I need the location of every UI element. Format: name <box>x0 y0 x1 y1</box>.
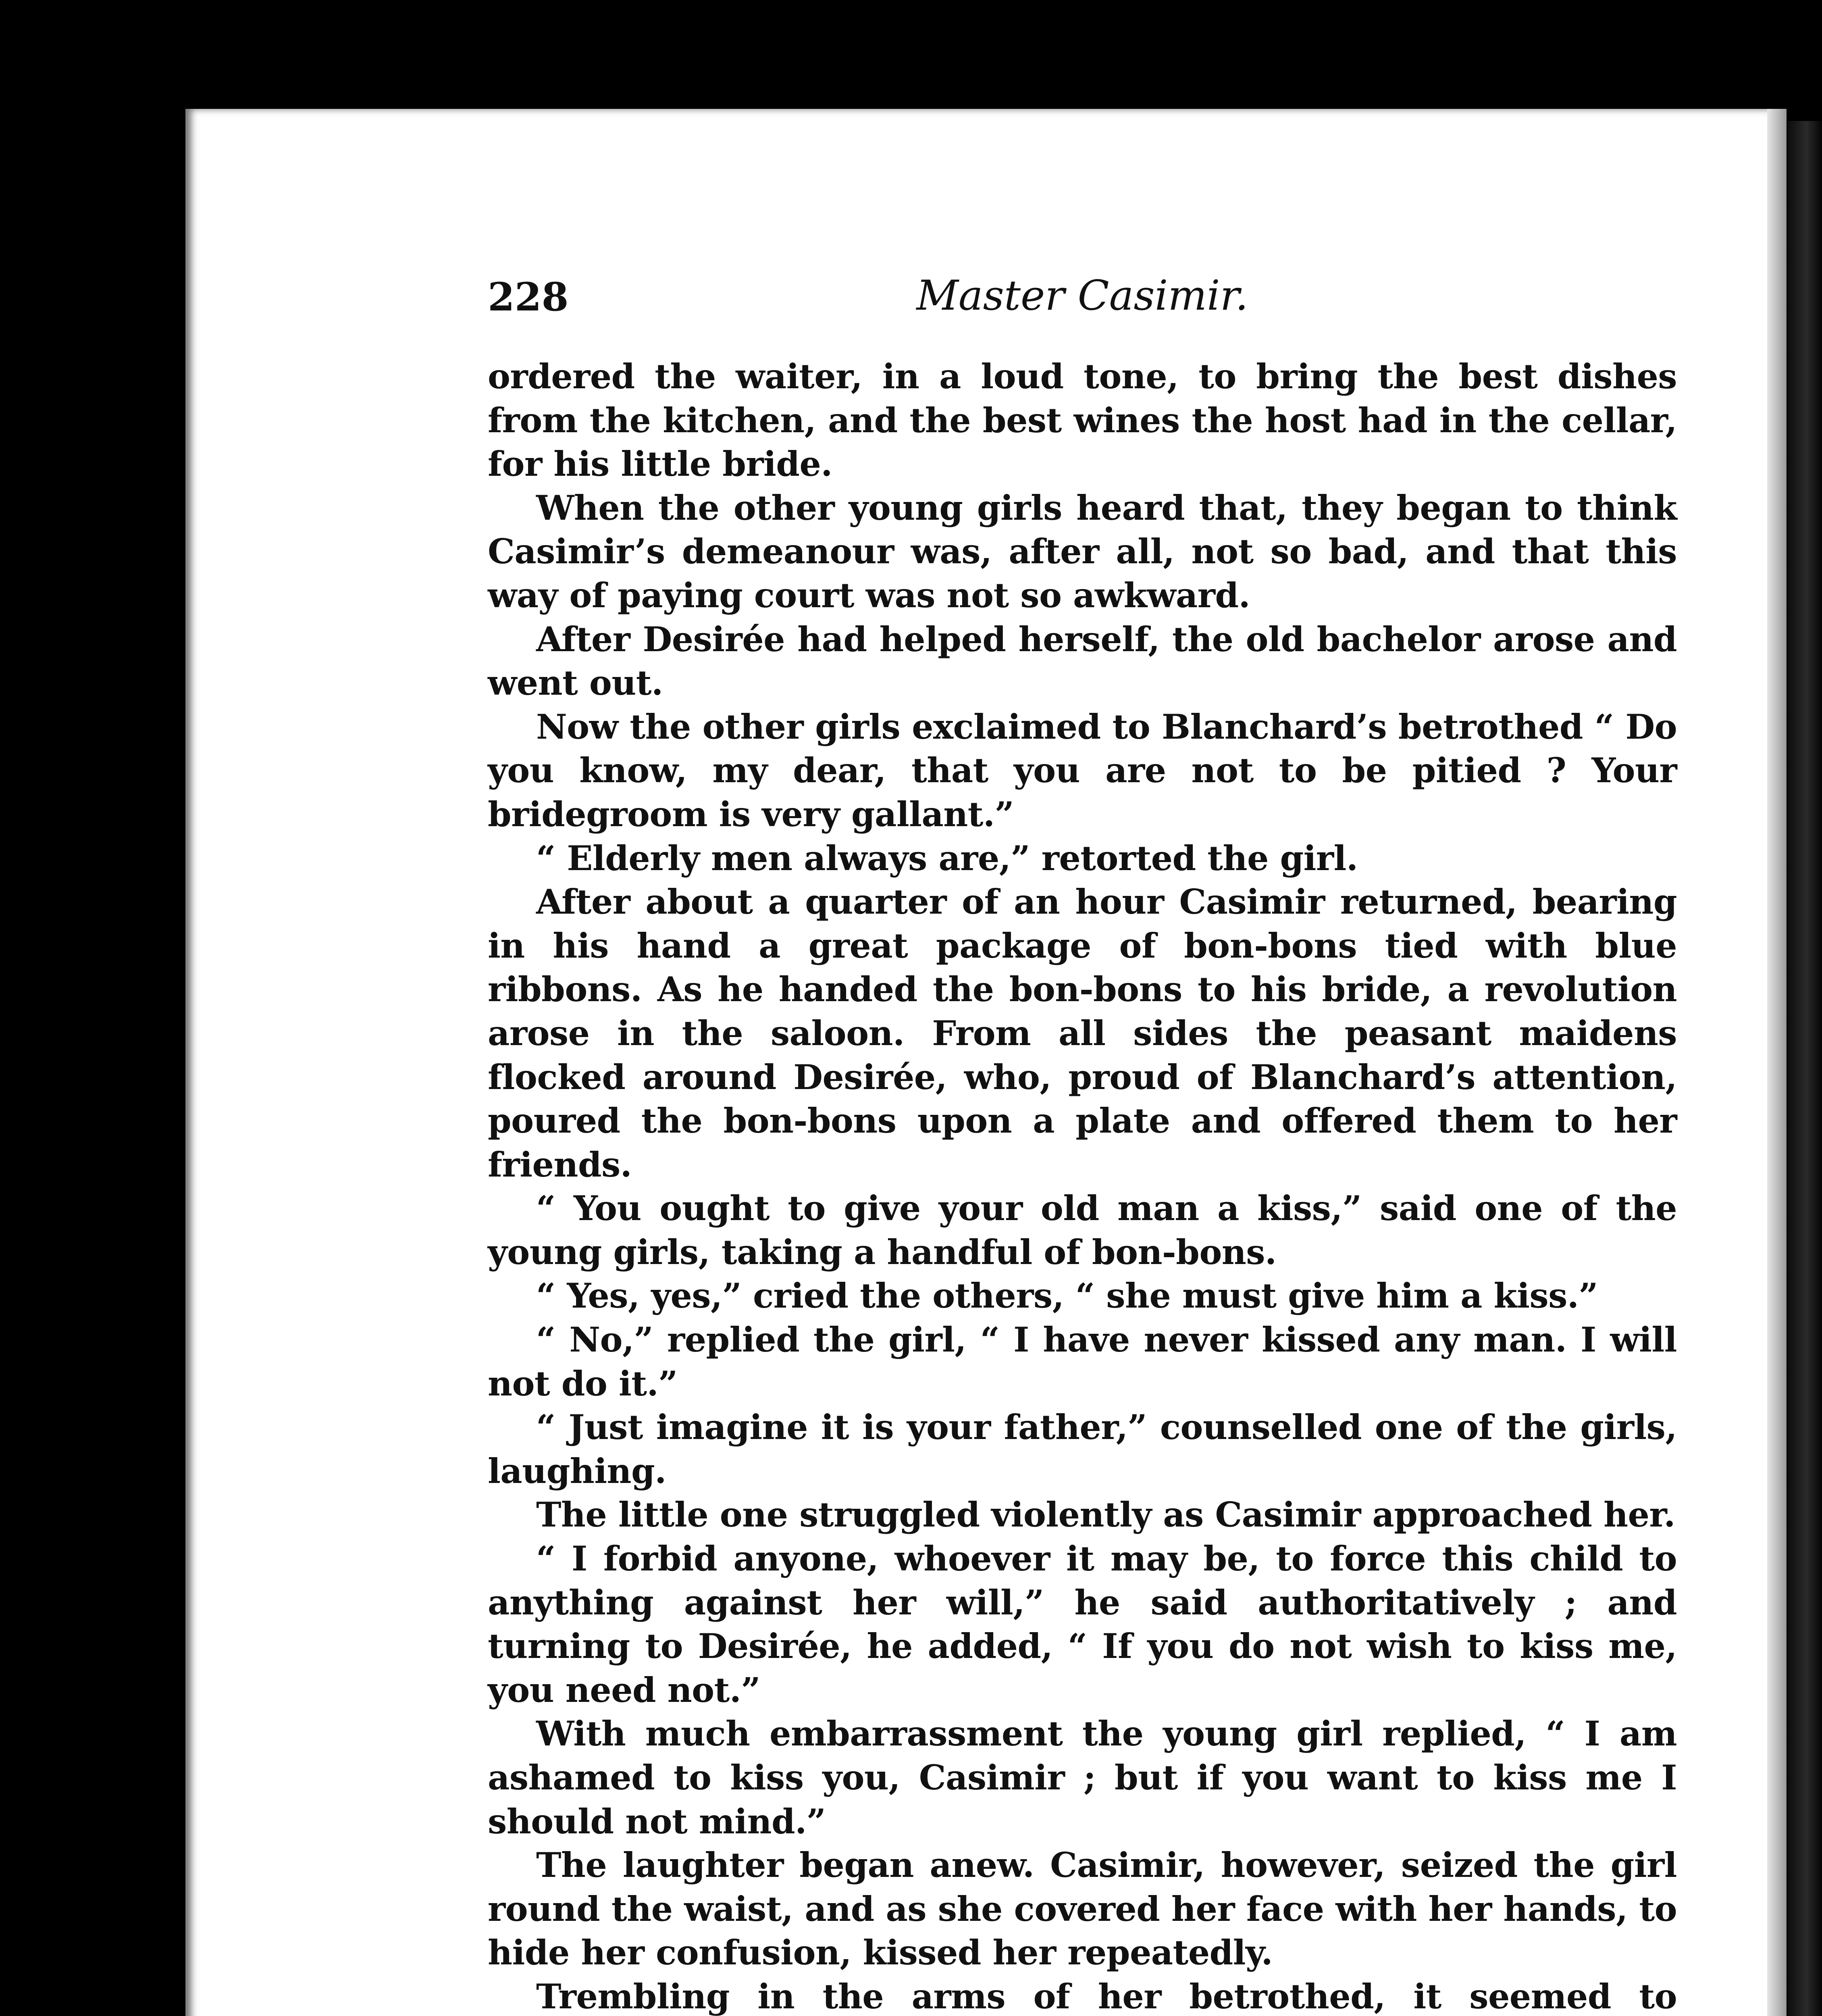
page-header <box>488 266 1677 323</box>
running-title: Master Casimir. <box>916 272 1248 320</box>
paragraph: The laughter began anew. Casimir, however, seized the girl round the waist, and as she covered her face with her hands, to hide her confusion, kissed her repeatedly. <box>488 1845 1677 1973</box>
paragraph: After about a quarter of an hour Casimir returned, bearing in his hand a great package of bon-bons tied with blue ribbons. As he handed the bon-bons to his bride, a revolution arose in the saloon. From all sides the peasant maidens flocked around Desirée, who, proud of Blanchard’s attention, poured the bon-bons upon a plate and offered them to her friends. <box>488 882 1677 1185</box>
paragraph: Trembling in the arms of her betrothed, it seemed to <box>536 1976 1677 2016</box>
book-spine-shadow <box>1787 121 1822 2016</box>
paragraph: After Desirée had helped herself, the old bachelor arose and went out. <box>488 619 1677 703</box>
paragraph: “ You ought to give your old man a kiss,” said one of the young girls, taking a handful of bon-bons. <box>488 1188 1677 1272</box>
paragraph: ordered the waiter, in a loud tone, to bring the best dishes from the kitchen, and the best wines the host had in the cellar, for his little bride. <box>488 356 1677 484</box>
paragraph: When the other young girls heard that, they began to think Casimir’s demeanour was, after all, not so bad, and that this way of paying court was not so awkward. <box>488 487 1677 615</box>
page-number: 228 <box>488 274 569 320</box>
paragraph: “ No,” replied the girl, “ I have never kissed any man. I will not do it.” <box>488 1320 1677 1404</box>
paragraph: The little one struggled violently as Casimir approached her. <box>536 1495 1675 1535</box>
paragraph: “ Just imagine it is your father,” counselled one of the girls, laughing. <box>488 1407 1677 1491</box>
body-text <box>488 355 1677 2016</box>
paragraph: “ Elderly men always are,” retorted the girl. <box>536 838 1358 878</box>
paragraph: With much embarrassment the young girl replied, “ I am ashamed to kiss you, Casimir ; but if you want to kiss me I should not mind.” <box>488 1714 1677 1841</box>
paragraph: “ Yes, yes,” cried the others, “ she must give him a kiss.” <box>536 1276 1598 1316</box>
page-edge <box>1767 109 1787 2016</box>
paragraph: “ I forbid anyone, whoever it may be, to force this child to anything against her will,” he said authoritatively ; and turning to Desirée, he added, “ If you do not wish to kiss me, you need not.” <box>488 1539 1677 1710</box>
paragraph: Now the other girls exclaimed to Blanchard’s betrothed “ Do you know, my dear, that you are not to be pitied ? Your bridegroom is very gallant.” <box>488 706 1677 834</box>
